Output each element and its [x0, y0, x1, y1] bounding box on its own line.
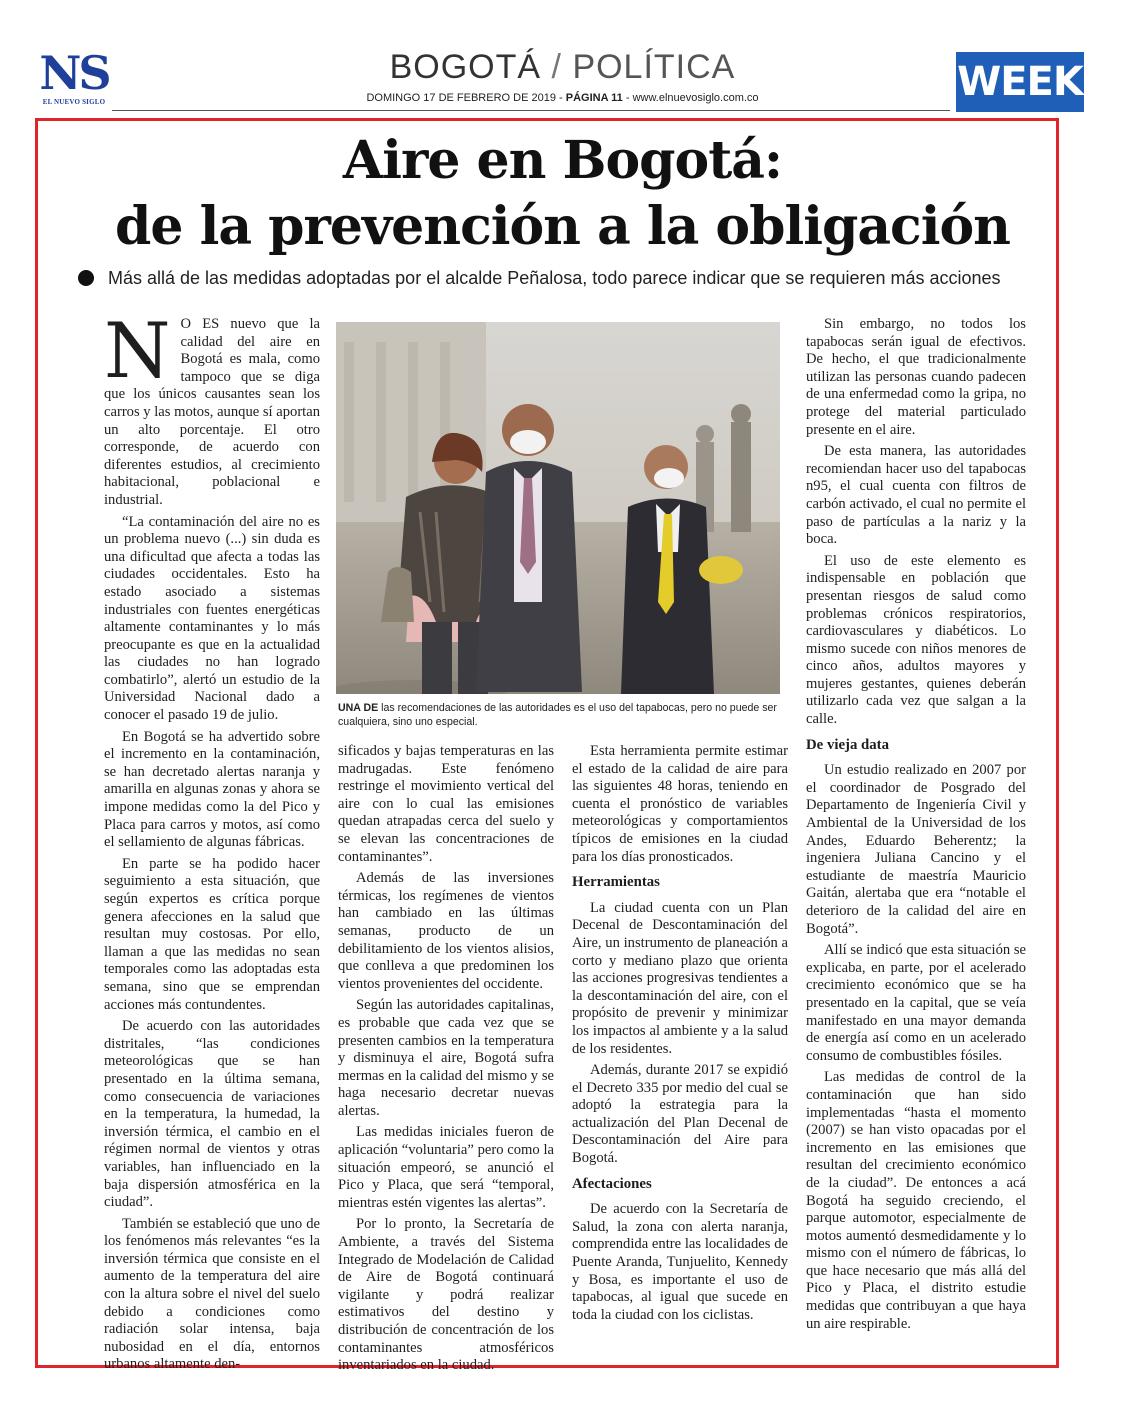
paragraph: Allí se indicó que esta situación se explicaba, en parte, por el acelerado crecimiento económico que se ha presentado en la capital, que se veía manifestado en una mayor demanda de energía así como en un acelerado consumo de combustibles fósiles.: [806, 942, 1026, 1064]
week-badge: WEEK: [956, 52, 1084, 112]
article-photo: [336, 322, 780, 694]
section-name: BOGOTÁ: [389, 48, 542, 86]
paragraph: La ciudad cuenta con un Plan Decenal de Descontaminación del Aire, un instrumento de planeación a corto y mediano plazo que orienta las acciones progresivas tendientes a la descontaminación del aire, con el propósito de prevenir y minimizar los impactos al ambiente y a la salud de los residentes.: [572, 899, 788, 1057]
logo-letters: NS: [39, 46, 109, 100]
dateline-separator: -: [622, 92, 633, 104]
paragraph: Las medidas iniciales fueron de aplicación “voluntaria” pero como la situación empeoró, se anunció el Pico y Placa, que será “temporal, mientras estén vigentes las alertas”.: [338, 1124, 554, 1211]
subheadline: [78, 268, 1068, 289]
paragraph: Por lo pronto, la Secretaría de Ambiente, a través del Sistema Integrado de Modelación de Calidad de Aire de Bogotá continuará vigilante y podrá realizar estimativos del destino y distribución de concentración de los contaminantes atmosféricos inventariados en la ciudad.: [338, 1216, 554, 1374]
section-subheading: Afectaciones: [572, 1175, 652, 1192]
site-url: www.elnuevosiglo.com.co: [632, 92, 759, 104]
paragraph: “La contaminación del aire no es un problema nuevo (...) sin duda es una dificultad que afecta a todas las ciudades occidentales. Esto ha estado asociado a sistemas industriales con fuentes energéticas altamente contaminantes y lo más preocupante es que en la actualidad las ciudades no han logrado combatirlo”, alertó un estudio de la Universidad Nacional dado a conocer el pasado 19 de julio.: [104, 513, 320, 724]
paragraph: Además, durante 2017 se expidió el Decreto 335 por medio del cual se adoptó la estrategia para la actualización del Plan Decenal de Descontaminación del Aire para Bogotá.: [572, 1062, 788, 1167]
article-column-3: [572, 743, 788, 1328]
article-column-2: [338, 743, 554, 1379]
article-column-4: [806, 316, 1026, 1337]
section-category: POLÍTICA: [572, 48, 736, 86]
paragraph: [104, 306, 321, 510]
article-column-1: [104, 306, 321, 1378]
bullet-icon: [78, 270, 94, 286]
paragraph: De acuerdo con las autoridades distritales, “las condiciones meteorológicas que se han presentado en la última semana, como consecuencia de variaciones en la temperatura, la humedad, la inversión térmica, el cambio en el régimen normal de vientos y otras variables, han influenciado en la baja dispersión atmosférica en la ciudad”.: [104, 1018, 320, 1211]
drop-cap: N: [104, 306, 171, 395]
section-subheading: De vieja data: [806, 736, 890, 753]
paragraph: En parte se ha podido hacer seguimiento a esta situación, que según expertos es crítica porque genera afecciones en la salud que resultan muy costosas. Por ello, llaman a que las medidas no sean temporales como las adoptadas esta semana, sino que se emprendan acciones más contundentes.: [104, 855, 320, 1013]
paragraph: De acuerdo con la Secretaría de Salud, la zona con alerta naranja, comprendida entre las localidades de Puente Aranda, Tunjuelito, Kennedy y Bosa, es importante el uso de tapabocas, al igual que sucede en toda la ciudad con los ciclistas.: [572, 1201, 788, 1323]
headline-line-1: Aire en Bogotá:: [342, 130, 783, 191]
paragraph: Esta herramienta permite estimar el estado de la calidad de aire para las siguientes 48 horas, teniendo en cuenta el pronóstico de variables meteorológicas y comportamientos típicos de emisiones en la ciudad para los días pronosticados.: [572, 743, 788, 865]
paragraph: Sin embargo, no todos los tapabocas serán igual de efectivos. De hecho, el que tradicionalmente utilizan las personas cuando padecen de una enfermedad como la gripa, no protege del material particulado presente en el aire.: [806, 316, 1026, 438]
paragraph-text: O ES nuevo que la calidad del aire en Bogotá es mala, como tampoco que se diga que los únicos causantes sean los carros y las motos, aunque sí aportan un alto porcentaje. El otro corresponde, de acuerdo con diferentes estudios, al crecimiento habitacional, poblacional e industrial.: [104, 316, 321, 508]
paragraph: Además de las inversiones térmicas, los regímenes de vientos han cambiado en las últimas semanas, producto de un debilitamiento de los vientos alisios, que conlleva a que predominen los vientos provenientes del occidente.: [338, 870, 554, 992]
section-separator: /: [551, 48, 562, 86]
paragraph: De esta manera, las autoridades recomiendan hacer uso del tapabocas n95, el cual cuenta con filtros de carbón activado, el cual no permite el paso de partículas a la nariz y la boca.: [806, 443, 1026, 548]
page-number: PÁGINA 11: [565, 92, 623, 104]
issue-date: DOMINGO 17 DE FEBRERO DE 2019: [366, 92, 556, 104]
logo-subtitle: EL NUEVO SIGLO: [42, 98, 106, 106]
subheadline-text: Más allá de las medidas adoptadas por el alcalde Peñalosa, todo parece indicar que se requieren más acciones: [108, 268, 1001, 288]
paragraph: Un estudio realizado en 2007 por el coordinador de Posgrado del Departamento de Ingeniería Civil y Ambiental de la Universidad de los Andes, Eduardo Beherentz; la ingeniera Juliana Cancino y el estudiante de maestría Mauricio Gaitán, alertaba que era “notable el deterioro de la calidad del aire en Bogotá”.: [806, 762, 1026, 937]
headline: [50, 128, 1075, 260]
section-subheading: Herramientas: [572, 874, 660, 891]
caption-lead: UNA DE: [338, 702, 379, 714]
photo-caption: [338, 701, 778, 729]
paragraph: También se estableció que uno de los fenómenos más relevantes “es la inversión térmica que consiste en el aumento de la temperatura del aire con la altura sobre el nivel del suelo debido a condiciones como radiación solar intensa, baja nubosidad en el día, entornos urbanos altamente den-: [104, 1215, 320, 1373]
paragraph: Según las autoridades capitalinas, es probable que cada vez que se presenten cambios en la temperatura y disminuya el aire, Bogotá sufra mermas en la calidad del mismo y se haga necesario decretar nuevas alertas.: [338, 997, 554, 1119]
paragraph: Las medidas de control de la contaminación que han sido implementadas “hasta el momento (2007) se han visto opacadas por el incremento en las emisiones que resultan del crecimiento económico de la ciudad”. De entonces a acá Bogotá ha seguido creciendo, el parque automotor, especialmente de motos aumentó desmedidamente y lo mismo con el número de fábricas, lo que hace necesario que más allá del Pico y Placa, el distrito estudie medidas que contribuyan a que haya un aire respirable.: [806, 1069, 1026, 1332]
header-divider: [112, 110, 950, 111]
paragraph: En Bogotá se ha advertido sobre el incremento en la contaminación, se han decretado alertas naranja y amarilla en algunas zonas y ahora se impone medidas como la del Pico y Placa para carros y motos, así como el sellamiento de algunas fábricas.: [104, 728, 320, 851]
caption-text: las recomendaciones de las autoridades es el uso del tapabocas, pero no puede ser cualquiera, sino uno especial.: [338, 702, 777, 728]
headline-line-2: de la prevención a la obligación: [115, 196, 1010, 257]
photo-illustration: [336, 322, 780, 694]
paragraph: sificados y bajas temperaturas en las madrugadas. Este fenómeno restringe el movimiento vertical del aire con lo cual las emisiones quedan atrapadas cerca del suelo y se elevan las concentraciones de contaminantes”.: [338, 743, 554, 865]
paragraph: El uso de este elemento es indispensable en población que presentan riesgos de salud como problemas crónicos respiratorios, cardiovasculares y diabéticos. Lo mismo sucede con niños menores de cinco años, adultos mayores y mujeres gestantes, quienes deberán utilizarlo cada vez que salgan a la calle.: [806, 552, 1026, 728]
dateline-separator: -: [555, 92, 566, 104]
